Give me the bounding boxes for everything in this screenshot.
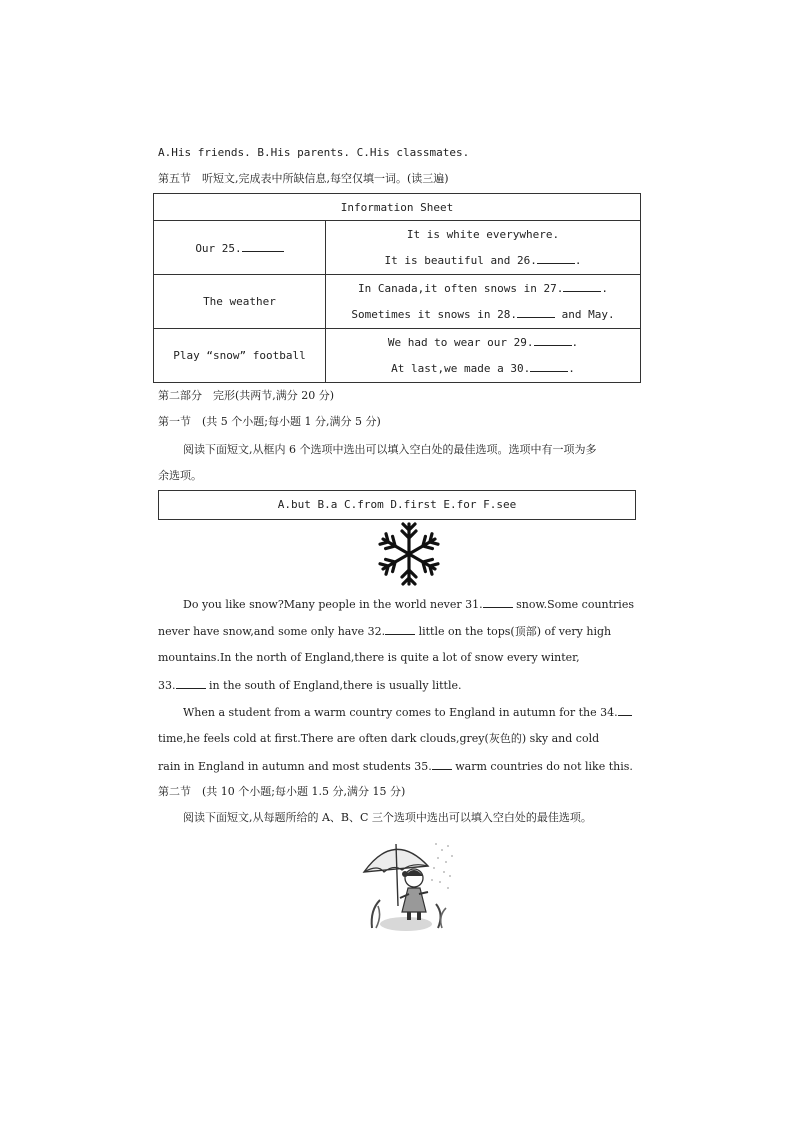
- table-label: The weather: [203, 295, 276, 308]
- table-line: It is beautiful and 26. .: [384, 253, 582, 267]
- snowflake-icon: [374, 521, 444, 587]
- table-label: Play “snow” football: [173, 349, 306, 362]
- options-box: A.but B.a C.from D.first E.for F.see: [158, 490, 636, 520]
- blank-31: [483, 597, 513, 608]
- section2-heading: 第二节 (共 10 个小题;每小题 1.5 分,满分 15 分): [158, 785, 406, 798]
- information-sheet-table: [153, 193, 641, 383]
- blank-25: [242, 241, 284, 252]
- section1-instruction-cont: 余选项。: [158, 469, 202, 482]
- section2-instruction: 阅读下面短文,从每题所给的 A、B、C 三个选项中选出可以填入空白处的最佳选项。: [183, 811, 592, 824]
- blank-26: [537, 253, 575, 264]
- girl-with-umbrella-illustration: [358, 836, 458, 936]
- table-label: Our 25.: [195, 241, 242, 255]
- passage-line: time,he feels cold at first.There are often dark clouds,grey(灰色的) sky and cold: [158, 732, 600, 745]
- passage-line: When a student from a warm country comes to England in autumn for the 34.: [183, 705, 632, 720]
- table-label-cell: [154, 329, 326, 383]
- blank-29: [534, 335, 572, 346]
- section1-instruction: 阅读下面短文,从框内 6 个选项中选出可以填入空白处的最佳选项。选项中有一项为多: [183, 443, 597, 456]
- table-value-cell: [326, 275, 641, 329]
- table-line: In Canada,it often snows in 27. .: [358, 281, 608, 295]
- table-label-cell: [154, 275, 326, 329]
- blank-35: [432, 759, 452, 770]
- section1-heading: 第一节 (共 5 个小题;每小题 1 分,满分 5 分): [158, 415, 381, 428]
- blank-32: [385, 624, 415, 635]
- table-line: Sometimes it snows in 28. and May.: [351, 307, 615, 321]
- table-label-cell: [154, 221, 326, 275]
- passage-line: rain in England in autumn and most students 35. warm countries do not like this.: [158, 760, 633, 773]
- table-value-cell: [326, 329, 641, 383]
- table-value-cell: [326, 221, 641, 275]
- table-line: At last,we made a 30. .: [391, 361, 575, 375]
- blank-28: [517, 307, 555, 318]
- passage-line: Do you like snow?Many people in the world never 31. snow.Some countries: [183, 598, 634, 611]
- table-title: Information Sheet: [154, 194, 641, 221]
- table-line: It is white everywhere.: [406, 227, 560, 241]
- section5-heading: 第五节 听短文,完成表中所缺信息,每空仅填一词。(读三遍): [158, 172, 449, 185]
- part2-heading: 第二部分 完形(共两节,满分 20 分): [158, 389, 335, 402]
- passage-line: mountains.In the north of England,there is quite a lot of snow every winter,: [158, 651, 580, 664]
- blank-34: [618, 705, 632, 716]
- blank-27: [563, 281, 601, 292]
- table-line: We had to wear our 29. .: [387, 335, 579, 349]
- passage-line: never have snow,and some only have 32. little on the tops(顶部) of very high: [158, 625, 612, 638]
- listening-options: A.His friends. B.His parents. C.His classmates.: [158, 146, 470, 159]
- blank-33: [176, 678, 206, 689]
- passage-line: 33. in the south of England,there is usually little.: [158, 679, 462, 692]
- blank-30: [530, 361, 568, 372]
